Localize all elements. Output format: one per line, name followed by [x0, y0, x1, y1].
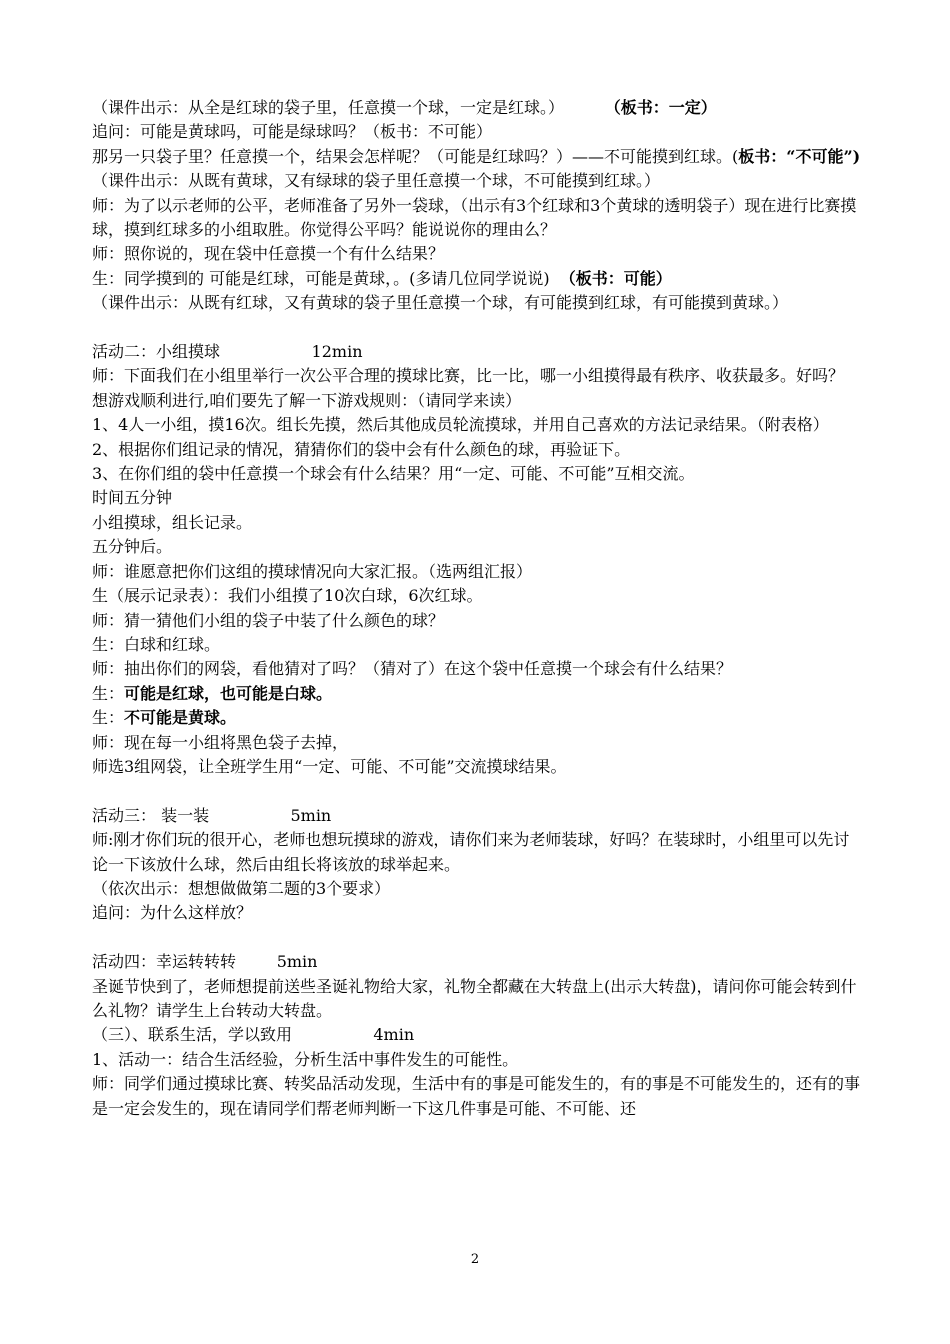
- text-paragraph: [92, 706, 864, 730]
- text-paragraph: [92, 828, 864, 877]
- spacing: [550, 269, 560, 288]
- text-paragraph: [92, 462, 864, 486]
- text-paragraph: [92, 486, 864, 510]
- bold-annotation: 板书：“不可能”): [738, 146, 861, 166]
- text-paragraph: [92, 438, 864, 462]
- paragraph-text: 活动三： 装一装 5min: [92, 805, 332, 825]
- paragraph-text: （课件出示：从既有红球，又有黄球的袋子里任意摸一个球，有可能摸到红球，有可能摸到黄球。）: [92, 293, 789, 313]
- text-paragraph: [92, 950, 864, 974]
- text-paragraph: [92, 755, 864, 779]
- paragraph-text: 师：为了以示老师的公平，老师准备了另外一袋球，（出示有3个红球和3个黄球的透明袋子）现在进行比赛摸球，摸到红球多的小组取胜。你觉得公平吗？能说说你的理由么？: [92, 195, 857, 240]
- bold-annotation: 不可能是黄球。: [124, 708, 237, 728]
- paragraph-text: 追问：为什么这样放？: [92, 903, 253, 923]
- paragraph-text: 生：白球和红球。: [92, 634, 221, 654]
- paragraph-text: 活动二：小组摸球 12min: [92, 342, 363, 362]
- blank-line: [92, 779, 864, 803]
- text-paragraph: [92, 731, 864, 755]
- paragraph-text: 师：照你说的，现在袋中任意摸一个有什么结果？: [92, 244, 445, 264]
- paragraph-text: 生：同学摸到的 可能是红球，可能是黄球，。(多请几位同学说说): [92, 268, 550, 288]
- text-paragraph: [92, 291, 864, 315]
- paragraph-text: 1、活动一：结合生活经验，分析生活中事件发生的可能性。: [92, 1049, 519, 1069]
- blank-line: [92, 926, 864, 950]
- paragraph-text: 师：谁愿意把你们这组的摸球情况向大家汇报。（选两组汇报）: [92, 561, 533, 581]
- text-paragraph: [92, 560, 864, 584]
- paragraph-text: 师选3组网袋，让全班学生用“一定、可能、不可能”交流摸球结果。: [92, 756, 567, 776]
- page-number: 2: [470, 1252, 480, 1267]
- paragraph-text: 师：猜一猜他们小组的袋子中装了什么颜色的球？: [92, 610, 445, 630]
- text-paragraph: [92, 340, 864, 364]
- paragraph-text: 追问：可能是黄球吗，可能是绿球吗？（板书：不可能）: [92, 122, 493, 142]
- text-paragraph: [92, 584, 864, 608]
- paragraph-text: 小组摸球，组长记录。: [92, 512, 253, 532]
- paragraph-text: 时间五分钟: [92, 488, 173, 508]
- text-paragraph: [92, 535, 864, 559]
- paragraph-text: 师：抽出你们的网袋，看他猜对了吗？（猜对了）在这个袋中任意摸一个球会有什么结果？: [92, 659, 733, 679]
- text-paragraph: [92, 609, 864, 633]
- text-paragraph: [92, 389, 864, 413]
- text-paragraph: [92, 242, 864, 266]
- text-paragraph: [92, 657, 864, 681]
- text-paragraph: [92, 413, 864, 437]
- text-paragraph: [92, 267, 864, 291]
- paragraph-text: 1、4人一小组，摸16次。组长先摸，然后其他成员轮流摸球，并用自己喜欢的方法记录结果。（附表格）: [92, 415, 829, 435]
- document-body: [92, 96, 864, 1121]
- spacing: [564, 98, 605, 117]
- bold-annotation: （板书：一定）: [604, 98, 717, 117]
- blank-line: [92, 316, 864, 340]
- paragraph-text: 生（展示记录表）：我们小组摸了10次白球，6次红球。: [92, 586, 483, 606]
- text-paragraph: [92, 804, 864, 828]
- paragraph-text: （依次出示：想想做做第二题的3个要求）: [92, 878, 391, 898]
- paragraph-text: 师:刚才你们玩的很开心，老师也想玩摸球的游戏，请你们来为老师装球，好吗？在装球时，小组里可以先讨论一下该放什么球，然后由组长将该放的球举起来。: [92, 830, 850, 874]
- text-paragraph: [92, 364, 864, 388]
- paragraph-text: 2、根据你们组记录的情况，猜猜你们的袋中会有什么颜色的球，再验证下。: [92, 439, 631, 459]
- text-paragraph: [92, 145, 864, 169]
- paragraph-text: 生：: [92, 708, 125, 728]
- text-paragraph: [92, 1023, 864, 1047]
- paragraph-text: 师：同学们通过摸球比赛、转奖品活动发现，生活中有的事是可能发生的，有的事是不可能发生的，还有的事是一定会发生的，现在请同学们帮老师判断一下这几件事是可能、不可能、还: [92, 1074, 861, 1118]
- paragraph-text: （课件出示：从全是红球的袋子里，任意摸一个球，一定是红球。）: [92, 98, 565, 117]
- paragraph-text: 五分钟后。: [92, 537, 173, 557]
- paragraph-text: 师：现在每一小组将黑色袋子去掉，: [92, 732, 349, 752]
- text-paragraph: [92, 96, 864, 120]
- paragraph-text: （课件出示：从既有黄球，又有绿球的袋子里任意摸一个球，不可能摸到红球。）: [92, 171, 661, 191]
- text-paragraph: [92, 975, 864, 1024]
- text-paragraph: [92, 1072, 864, 1121]
- text-paragraph: [92, 633, 864, 657]
- text-paragraph: [92, 511, 864, 535]
- text-paragraph: [92, 169, 864, 193]
- paragraph-text: 生：: [92, 683, 125, 703]
- paragraph-text: 师：下面我们在小组里举行一次公平合理的摸球比赛，比一比，哪一小组摸得最有秩序、收获最多。好吗？: [92, 366, 845, 386]
- text-paragraph: [92, 877, 864, 901]
- paragraph-text: 圣诞节快到了，老师想提前送些圣诞礼物给大家，礼物全都藏在大转盘上(出示大转盘)，请问你可能会转到什么礼物？请学生上台转动大转盘。: [92, 976, 857, 1020]
- bold-annotation: （板书：可能）: [559, 268, 672, 288]
- paragraph-text: 想游戏顺利进行,咱们要先了解一下游戏规则：（请同学来读）: [92, 390, 522, 410]
- paragraph-text: 活动四：幸运转转转 5min: [92, 952, 318, 972]
- text-paragraph: [92, 1048, 864, 1072]
- text-paragraph: [92, 194, 864, 243]
- text-paragraph: [92, 682, 864, 706]
- paragraph-text: （三）、联系生活，学以致用 4min: [92, 1025, 415, 1045]
- paragraph-text: 那另一只袋子里？任意摸一个，结果会怎样呢？（可能是红球吗？）——不可能摸到红球。(: [92, 146, 739, 166]
- text-paragraph: [92, 120, 864, 144]
- paragraph-text: 3、在你们组的袋中任意摸一个球会有什么结果？用“一定、可能、不可能”互相交流。: [92, 464, 695, 484]
- text-paragraph: [92, 901, 864, 925]
- bold-annotation: 可能是红球，也可能是白球。: [124, 683, 333, 703]
